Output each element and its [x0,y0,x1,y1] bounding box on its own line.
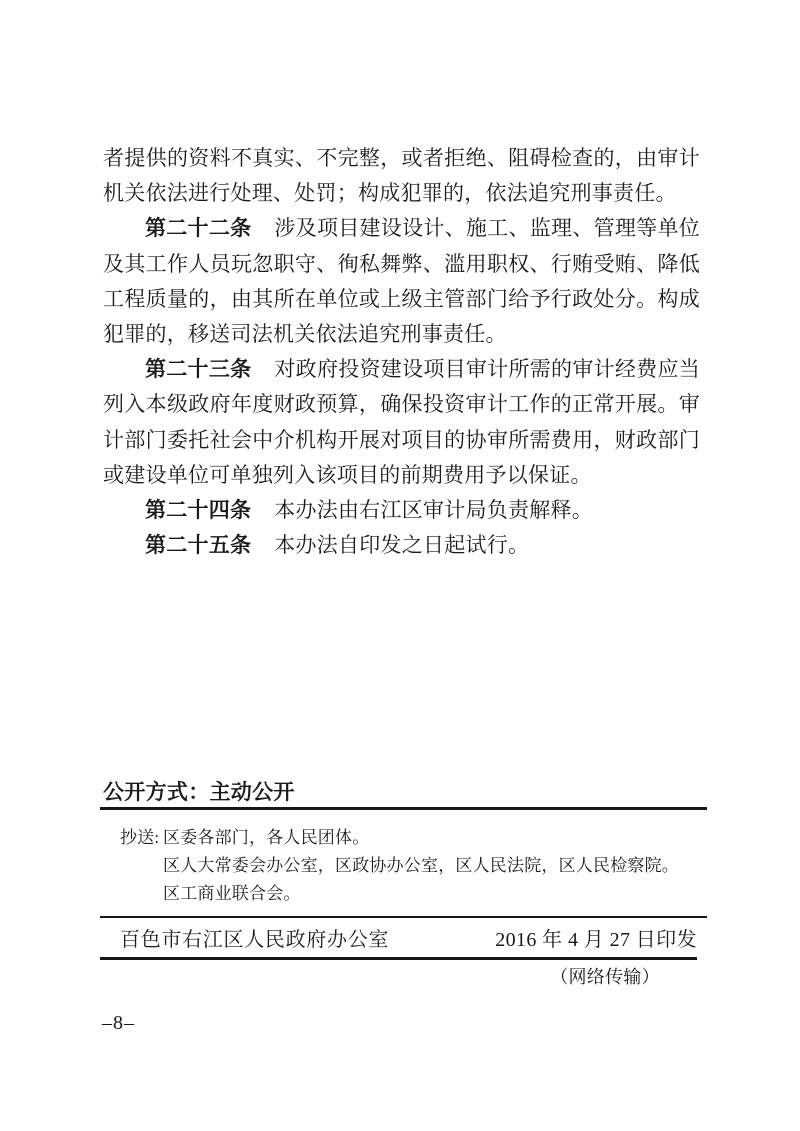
divider-colophon-bottom [100,957,697,960]
cc-line: 区人大常委会办公室，区政协办公室，区人民法院，区人民检察院。 [163,856,679,875]
cc-line: 区委各部门，各人民团体。 [163,828,370,847]
paragraph [103,211,700,352]
page-number: –8– [102,1012,135,1034]
cc-block [120,824,706,908]
transmission-note: （网络传输） [550,967,660,987]
print-date: 2016 年 4 月 27 日印发 [495,929,697,951]
paragraph-text: 对政府投资建设项目审计所需的审计经费应当列入本级政府年度财政预算，确保投资审计工作的正常开展。审计部门委托社会中介机构开展对项目的协审所需费用，财政部门或建设单位可单独列入该项目的前期费用予以保证。 [103,357,700,487]
article-number: 第二十二条 [145,217,252,241]
cc-label: 抄送: [120,828,160,847]
article-number: 第二十三条 [145,358,252,382]
body-text [103,141,700,563]
paragraph-text: 本办法自印发之日起试行。 [274,533,530,558]
paragraph-text: 本办法由右江区审计局负责解释。 [274,498,593,523]
disclosure-method: 公开方式：主动公开 [103,781,295,804]
paragraph-text: 者提供的资料不真实、不完整，或者拒绝、阻碍检查的，由审计机关依法进行处理、处罚；构成犯罪的，依法追究刑事责任。 [103,146,700,206]
paragraph [103,141,700,211]
colophon [120,928,697,952]
cc-lines [163,824,679,908]
cc-line: 区工商业联合会。 [163,884,301,903]
issuing-office: 百色市右江区人民政府办公室 [120,929,390,951]
article-number: 第二十四条 [145,499,252,523]
article-number: 第二十五条 [145,534,252,558]
paragraph [103,493,700,528]
divider-disclosure [100,807,707,810]
paragraph [103,352,700,493]
divider-colophon-top [100,916,707,918]
paragraph-text: 涉及项目建设设计、施工、监理、管理等单位及其工作人员玩忽职守、徇私舞弊、滥用职权、行贿受贿、降低工程质量的，由其所在单位或上级主管部门给予行政处分。构成犯罪的，移送司法机关依法追究刑事责任。 [103,216,700,347]
paragraph [103,528,700,563]
